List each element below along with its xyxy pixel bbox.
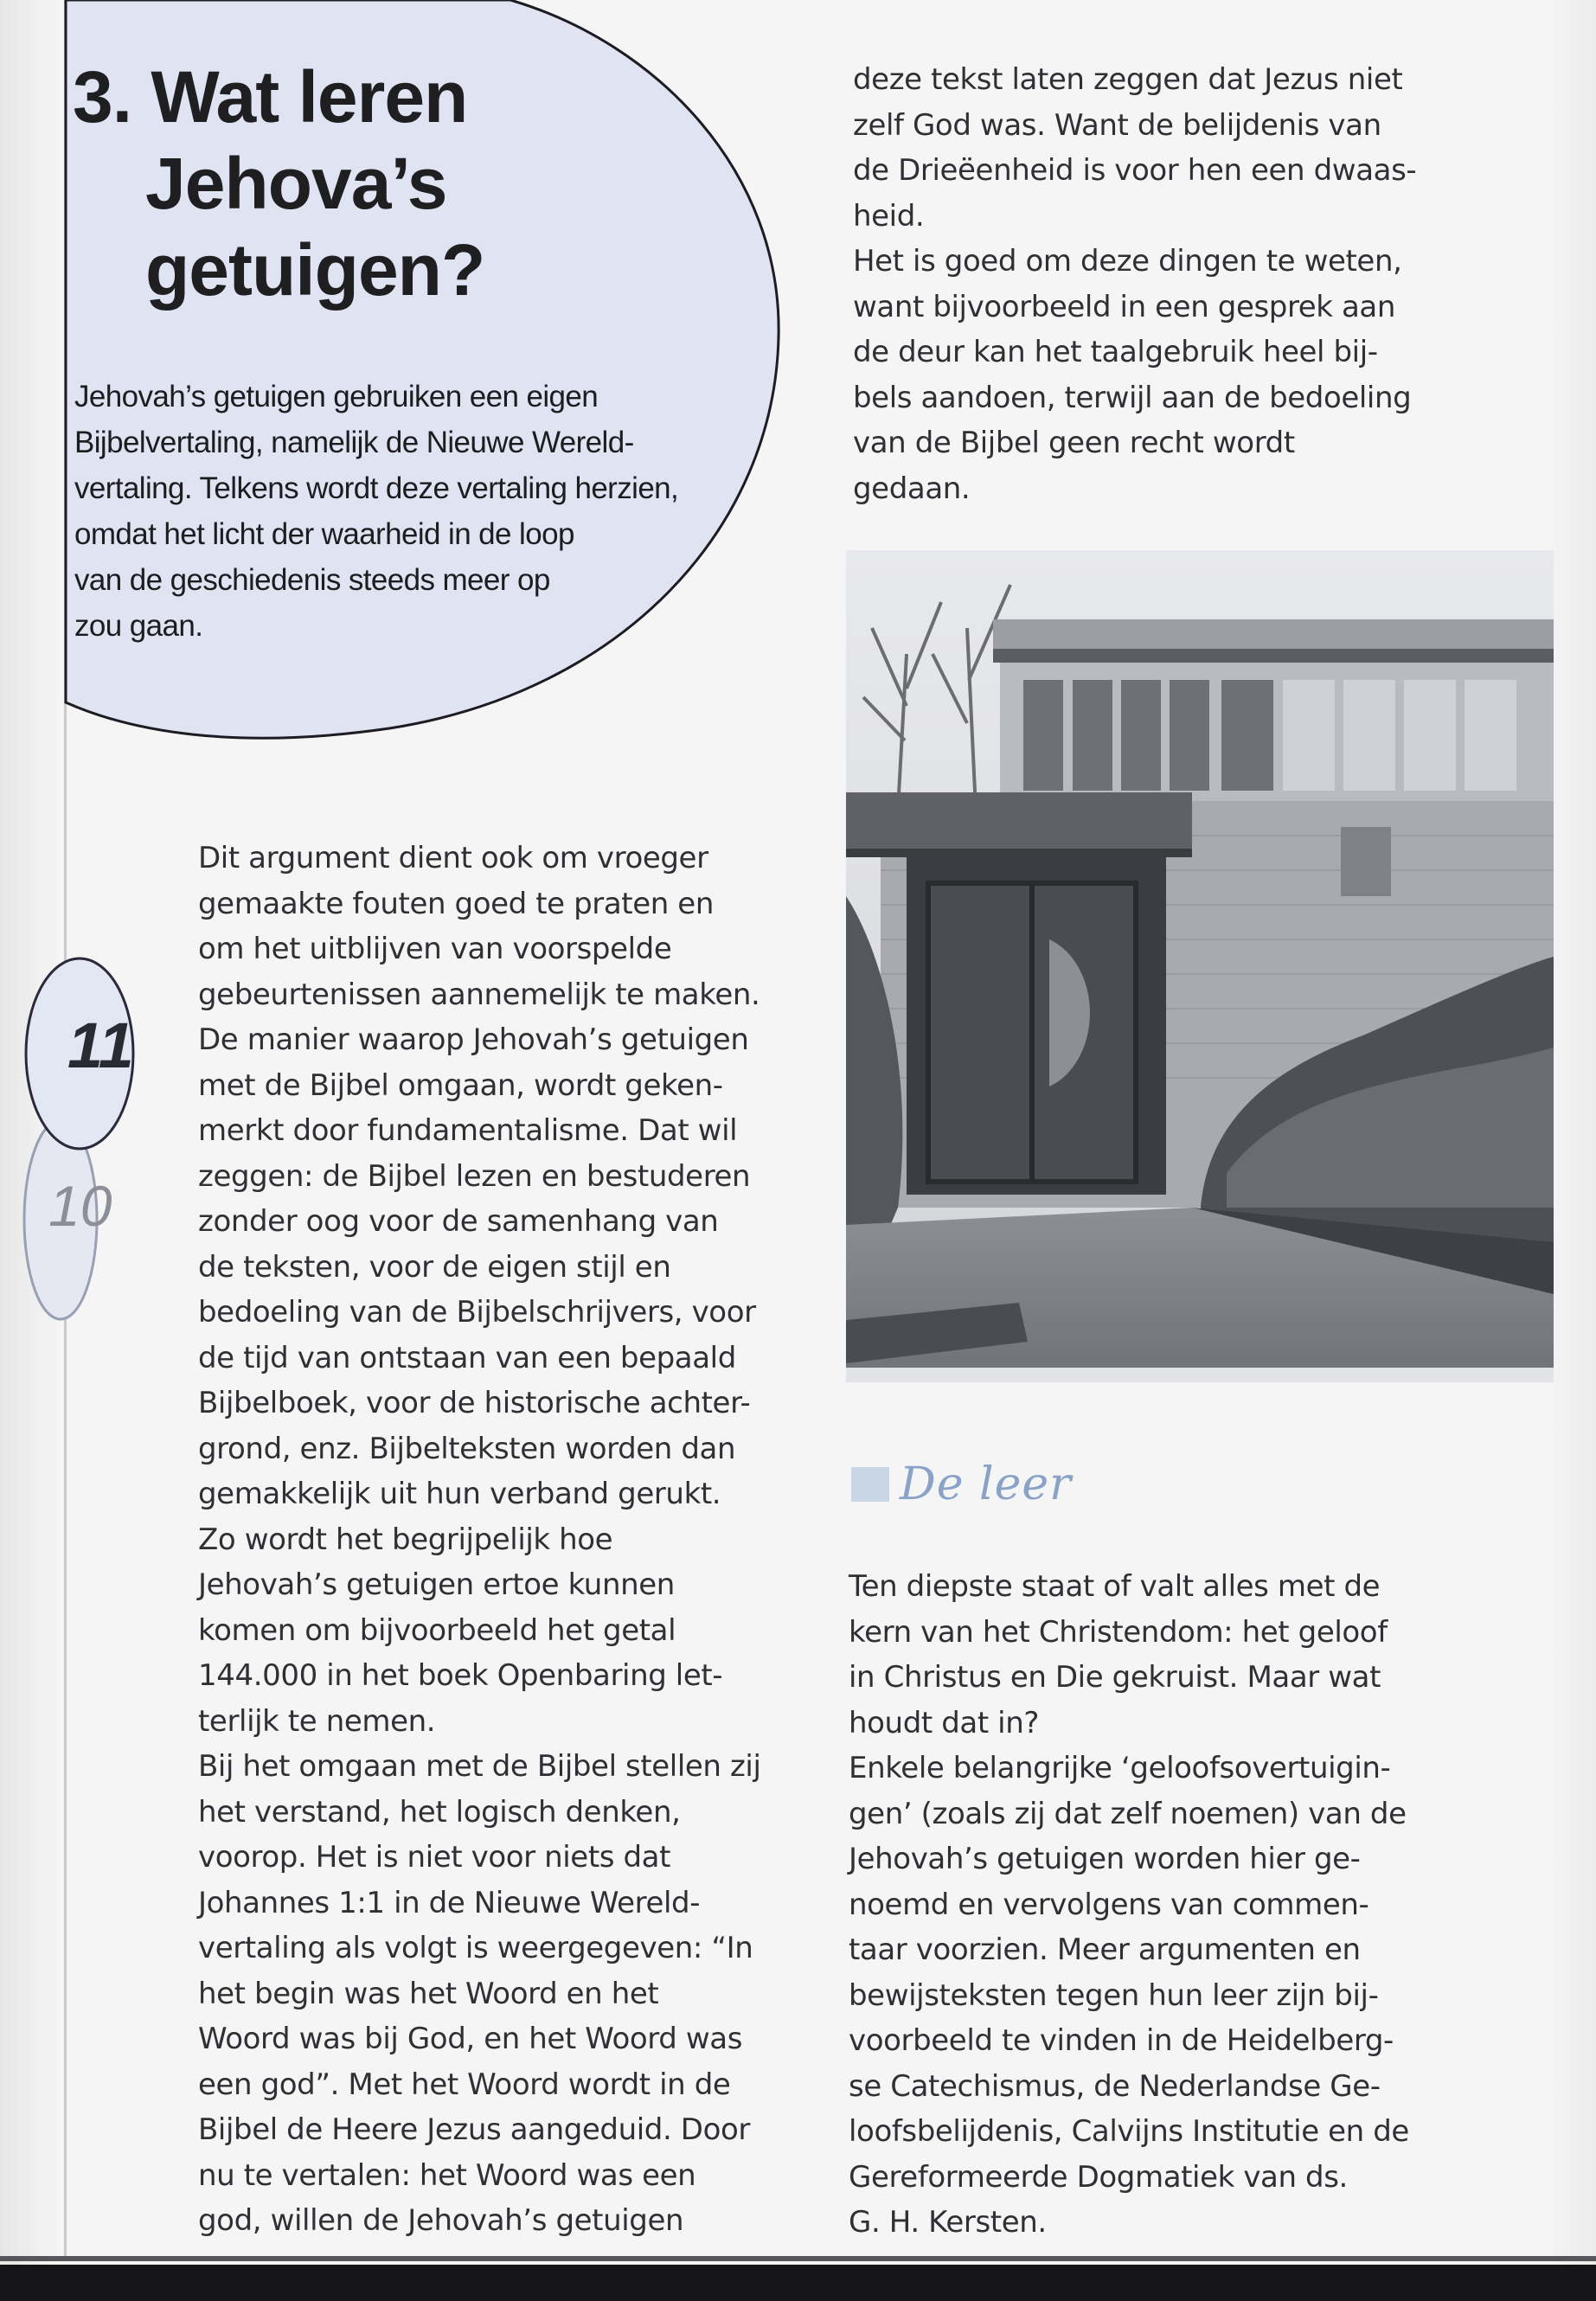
text-line: Bijbelboek, voor de historische achter- — [198, 1386, 751, 1420]
text-line: Gereformeerde Dogmatiek van ds. — [849, 2159, 1348, 2195]
text-line: G. H. Kersten. — [849, 2205, 1047, 2240]
intro-line: Bijbelvertaling, namelijk de Nieuwe Wereld- — [74, 426, 634, 459]
text-line: Enkele belangrijke ‘geloofsovertuigin- — [849, 1751, 1391, 1785]
text-line: De manier waarop Jehovah’s getuigen — [198, 1022, 749, 1057]
text-line: zelf God was. Want de belijdenis van — [853, 107, 1381, 143]
page-bottom-line — [0, 2256, 1596, 2261]
section-heading — [851, 1460, 1072, 1509]
body-column-right-bottom — [849, 1564, 1445, 2246]
text-line: voorop. Het is niet voor niets dat — [198, 1840, 671, 1875]
text-line: want bijvoorbeeld in een gesprek aan — [853, 289, 1396, 324]
intro-line: van de geschiedenis steeds meer op — [74, 563, 550, 597]
text-line: de deur kan het taalgebruik heel bij- — [853, 335, 1378, 369]
text-line: voorbeeld te vinden in de Heidelberg- — [849, 2023, 1394, 2058]
text-line: het verstand, het logisch denken, — [198, 1794, 681, 1830]
text-line: Johannes 1:1 in de Nieuwe Wereld- — [198, 1885, 701, 1920]
text-line: nu te vertalen: het Woord was een — [198, 2157, 696, 2193]
text-line: zonder oog voor de samenhang van — [198, 1204, 719, 1239]
intro-line: omdat het licht der waarheid in de loop — [74, 517, 574, 551]
text-line: Jehovah’s getuigen ertoe kunnen — [198, 1567, 675, 1602]
intro-line: zou gaan. — [74, 609, 203, 643]
kingdom-hall-photo — [846, 550, 1554, 1382]
text-line: gebeurtenissen aannemelijk te maken. — [198, 977, 760, 1012]
body-column-right-top — [853, 57, 1441, 511]
text-line: Dit argument dient ook om vroeger — [198, 841, 708, 875]
text-line: terlijk te nemen. — [198, 1703, 436, 1739]
text-line: Zo wordt het begrijpelijk hoe — [198, 1522, 613, 1557]
intro-paragraph — [74, 374, 732, 649]
text-line: 144.000 in het boek Openbaring let- — [198, 1658, 723, 1693]
text-line: Jehovah’s getuigen worden hier ge- — [849, 1842, 1361, 1876]
text-line: het begin was het Woord en het — [198, 1976, 659, 2011]
text-line: een god”. Met het Woord wordt in de — [198, 2067, 731, 2102]
text-line: Het is goed om deze dingen te weten, — [853, 244, 1402, 279]
text-line: se Catechismus, de Nederlandse Ge- — [849, 2068, 1381, 2104]
intro-line: Jehovah’s getuigen gebruiken een eigen — [74, 380, 599, 413]
text-line: god, willen de Jehovah’s getuigen — [198, 2203, 684, 2238]
text-line: kern van het Christendom: het geloof — [849, 1614, 1388, 1650]
text-line: taar voorzien. Meer argumenten en — [849, 1932, 1361, 1967]
text-line: bewijsteksten tegen hun leer zijn bij- — [849, 1977, 1379, 2013]
text-line: om het uitblijven van voorspelde — [198, 932, 672, 966]
text-line: van de Bijbel geen recht wordt — [853, 426, 1295, 460]
page-number: 11 — [67, 1009, 134, 1081]
text-line: de tijd van ontstaan van een bepaald — [198, 1340, 736, 1375]
text-line: Ten diepste staat of valt alles met de — [849, 1569, 1381, 1604]
previous-page-number: 10 — [48, 1174, 112, 1238]
text-line: in Christus en Die gekruist. Maar wat — [849, 1660, 1381, 1695]
intro-line: vertaling. Telkens wordt deze vertaling herzien, — [74, 471, 679, 505]
text-line: gedaan. — [853, 471, 971, 506]
text-line: Woord was bij God, en het Woord was — [198, 2022, 743, 2056]
text-line: vertaling als volgt is weergegeven: “In — [198, 1931, 753, 1965]
title-line-2: Jehova’s — [145, 143, 447, 224]
title-line-1: 3. Wat leren — [73, 56, 468, 138]
text-line: grond, enz. Bijbelteksten worden dan — [198, 1431, 736, 1466]
text-line: gemaakte fouten goed te praten en — [198, 886, 714, 921]
text-line: heid. — [853, 198, 925, 234]
body-column-left — [198, 836, 786, 2244]
text-line: loofsbelijdenis, Calvijns Institutie en de — [849, 2114, 1409, 2149]
section-square-icon — [851, 1467, 889, 1502]
text-line: met de Bijbel omgaan, wordt geken- — [198, 1067, 723, 1103]
text-line: bels aandoen, terwijl aan de bedoeling — [853, 380, 1412, 415]
text-line: Bijbel de Heere Jezus aangeduid. Door — [198, 2112, 750, 2147]
text-line: gen’ (zoals zij dat zelf noemen) van de — [849, 1796, 1407, 1831]
text-line: zeggen: de Bijbel lezen en bestuderen — [198, 1158, 751, 1194]
title-line-3: getuigen? — [145, 229, 485, 311]
section-title: De leer — [900, 1458, 1073, 1510]
text-line: Bij het omgaan met de Bijbel stellen zij — [198, 1749, 761, 1784]
text-line: bedoeling van de Bijbelschrijvers, voor — [198, 1295, 756, 1330]
text-line: merkt door fundamentalisme. Dat wil — [198, 1113, 738, 1148]
text-line: noemd en vervolgens van commen- — [849, 1887, 1369, 1922]
text-line: de teksten, voor de eigen stijl en — [198, 1249, 671, 1285]
text-line: de Drieëenheid is voor hen een dwaas- — [853, 153, 1417, 188]
text-line: deze tekst laten zeggen dat Jezus niet — [853, 62, 1403, 97]
text-line: gemakkelijk uit hun verband gerukt. — [198, 1477, 721, 1511]
text-line: houdt dat in? — [849, 1705, 1040, 1740]
text-line: komen om bijvoorbeeld het getal — [198, 1612, 676, 1648]
page-bottom-edge — [0, 2265, 1596, 2301]
chapter-title — [73, 54, 484, 313]
